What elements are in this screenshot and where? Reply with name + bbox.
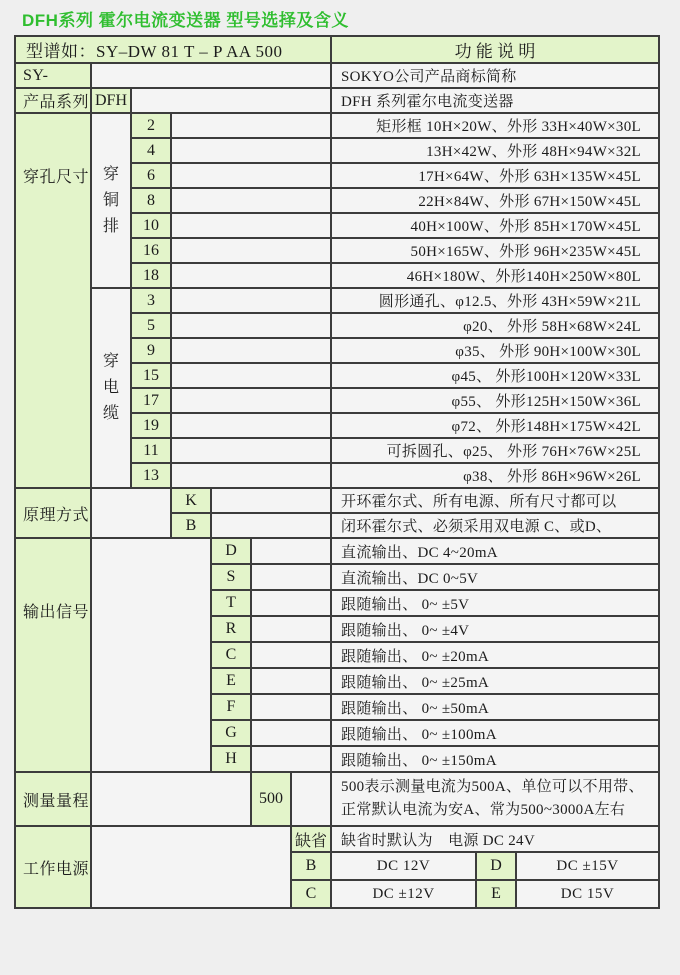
size-code-cell: 19 [131,413,171,438]
busbar-group-label [91,113,131,288]
size-code-cell: 17 [131,388,171,413]
filler-cell [171,413,331,438]
page-title: DFH系列 霍尔电流变送器 型号选择及含义 [22,11,349,30]
output-section-label: 输出信号 [15,538,91,772]
table-row-header [15,36,659,63]
output-code-cell: G [211,720,251,746]
filler-cell [171,338,331,363]
filler-cell [171,388,331,413]
filler-cell [171,213,331,238]
filler-cell [251,694,331,720]
size-code-cell: 11 [131,438,171,463]
output-desc-cell: 直流输出、DC 0~5V [331,564,659,590]
size-desc-cell: 可拆圆孔、φ25、 外形 76H×76W×25L [331,438,659,463]
filler-cell [171,438,331,463]
size-desc-cell: 圆形通孔、φ12.5、外形 43H×59W×21L [331,288,659,313]
power-values-cell [331,852,659,880]
filler-cell [251,590,331,616]
output-code-cell: C [211,642,251,668]
size-desc-cell: 22H×84W、外形 67H×150W×45L [331,188,659,213]
output-code-cell: R [211,616,251,642]
filler-cell [91,826,291,908]
output-desc-cell: 跟随输出、 0~ ±5V [331,590,659,616]
table-row-series [15,88,659,113]
range-code-cell: 500 [251,772,291,826]
filler-cell [171,163,331,188]
filler-cell [291,772,331,826]
filler-cell [91,538,211,772]
busbar-group-label-text: 穿铜排 [102,165,119,235]
table-row-principle [15,488,659,513]
model-example-cell: 型谱如：SY–DW 81 T – P AA 500 [15,36,331,63]
range-desc-line1: 500表示测量电流为500A、单位可以不用带、 [341,779,644,795]
cable-group-label-text: 穿电缆 [102,353,119,422]
principle-code-cell: K [171,488,211,513]
size-desc-cell: φ55、 外形125H×150W×36L [331,388,659,413]
size-code-cell: 2 [131,113,171,138]
filler-cell [251,720,331,746]
size-desc-cell: φ72、 外形148H×175W×42L [331,413,659,438]
output-code-cell: H [211,746,251,772]
filler-cell [171,288,331,313]
size-code-cell: 4 [131,138,171,163]
cable-group-label [91,288,131,488]
power-code-cell: 缺省 [291,826,331,852]
output-desc-cell: 跟随输出、 0~ ±50mA [331,694,659,720]
filler-cell [251,538,331,564]
size-desc-cell: φ20、 外形 58H×68W×24L [331,313,659,338]
output-desc-cell: 跟随输出、 0~ ±150mA [331,746,659,772]
size-code-cell: 5 [131,313,171,338]
size-desc-cell: 矩形框 10H×20W、外形 33H×40W×30L [331,113,659,138]
size-desc-cell: 17H×64W、外形 63H×135W×45L [331,163,659,188]
output-code-cell: E [211,668,251,694]
size-code-cell: 13 [131,463,171,488]
filler-cell [91,772,251,826]
power-section-label: 工作电源 [15,826,91,908]
power-value-cell: DC 12V [332,853,477,879]
series-desc-cell: DFH 系列霍尔电流变送器 [331,88,659,113]
filler-cell [171,188,331,213]
size-desc-cell: φ38、 外形 86H×96W×26L [331,463,659,488]
filler-cell [211,488,331,513]
filler-cell [171,363,331,388]
size-desc-cell: 46H×180W、外形140H×250W×80L [331,263,659,288]
power-code-cell: B [291,852,331,880]
filler-cell [171,113,331,138]
power-default-desc-cell: 缺省时默认为 电源 DC 24V [331,826,659,852]
size-code-cell: 8 [131,188,171,213]
series-label-cell: 产品系列 [15,88,91,113]
principle-section-label: 原理方式 [15,488,91,538]
filler-cell [211,513,331,538]
power-value2-cell: DC 15V [560,885,615,902]
output-code-cell: F [211,694,251,720]
filler-cell [171,138,331,163]
power-code-cell: C [291,880,331,908]
principle-desc-cell: 闭环霍尔式、必须采用双电源 C、或D、 [331,513,659,538]
table-row-output [15,538,659,564]
size-desc-cell: 40H×100W、外形 85H×170W×45L [331,213,659,238]
table-row-size [15,113,659,138]
output-code-cell: D [211,538,251,564]
filler-cell [251,616,331,642]
filler-cell [251,746,331,772]
function-header-cell: 功 能 说 明 [331,36,659,63]
table-row-size [15,288,659,313]
table-row-power-default [15,826,659,852]
filler-cell [251,668,331,694]
size-code-cell: 3 [131,288,171,313]
range-section-label: 测量量程 [15,772,91,826]
brand-label-cell: SY- [15,63,91,88]
power-values-cell [331,880,659,908]
filler-cell [251,642,331,668]
filler-cell [171,263,331,288]
power-code2-cell: E [477,881,517,907]
size-code-cell: 6 [131,163,171,188]
aperture-section-label: 穿孔尺寸 [15,113,91,488]
output-desc-cell: 跟随输出、 0~ ±20mA [331,642,659,668]
range-desc-cell [331,772,659,826]
size-desc-cell: φ45、 外形100H×120W×33L [331,363,659,388]
filler-cell [171,463,331,488]
size-code-cell: 18 [131,263,171,288]
model-selection-table [14,35,660,909]
output-desc-cell: 跟随输出、 0~ ±4V [331,616,659,642]
table-row-brand [15,63,659,88]
filler-cell [131,88,331,113]
filler-cell [171,313,331,338]
range-desc-line2: 正常默认电流为安A、常为500~3000A左右 [341,802,626,818]
size-code-cell: 15 [131,363,171,388]
size-desc-cell: φ35、 外形 90H×100W×30L [331,338,659,363]
output-code-cell: T [211,590,251,616]
output-desc-cell: 跟随输出、 0~ ±25mA [331,668,659,694]
size-code-cell: 16 [131,238,171,263]
filler-cell [171,238,331,263]
output-code-cell: S [211,564,251,590]
filler-cell [251,564,331,590]
series-code-cell: DFH [91,88,131,113]
power-value2-cell: DC ±15V [556,857,619,874]
principle-desc-cell: 开环霍尔式、所有电源、所有尺寸都可以 [331,488,659,513]
size-code-cell: 10 [131,213,171,238]
brand-desc-cell: SOKYO公司产品商标简称 [331,63,659,88]
power-code2-cell: D [477,853,517,879]
power-value-cell: DC ±12V [332,881,477,907]
table-row-range [15,772,659,826]
size-code-cell: 9 [131,338,171,363]
output-desc-cell: 直流输出、DC 4~20mA [331,538,659,564]
size-desc-cell: 13H×42W、外形 48H×94W×32L [331,138,659,163]
filler-cell [91,488,171,538]
size-desc-cell: 50H×165W、外形 96H×235W×45L [331,238,659,263]
principle-code-cell: B [171,513,211,538]
output-desc-cell: 跟随输出、 0~ ±100mA [331,720,659,746]
filler-cell [91,63,331,88]
